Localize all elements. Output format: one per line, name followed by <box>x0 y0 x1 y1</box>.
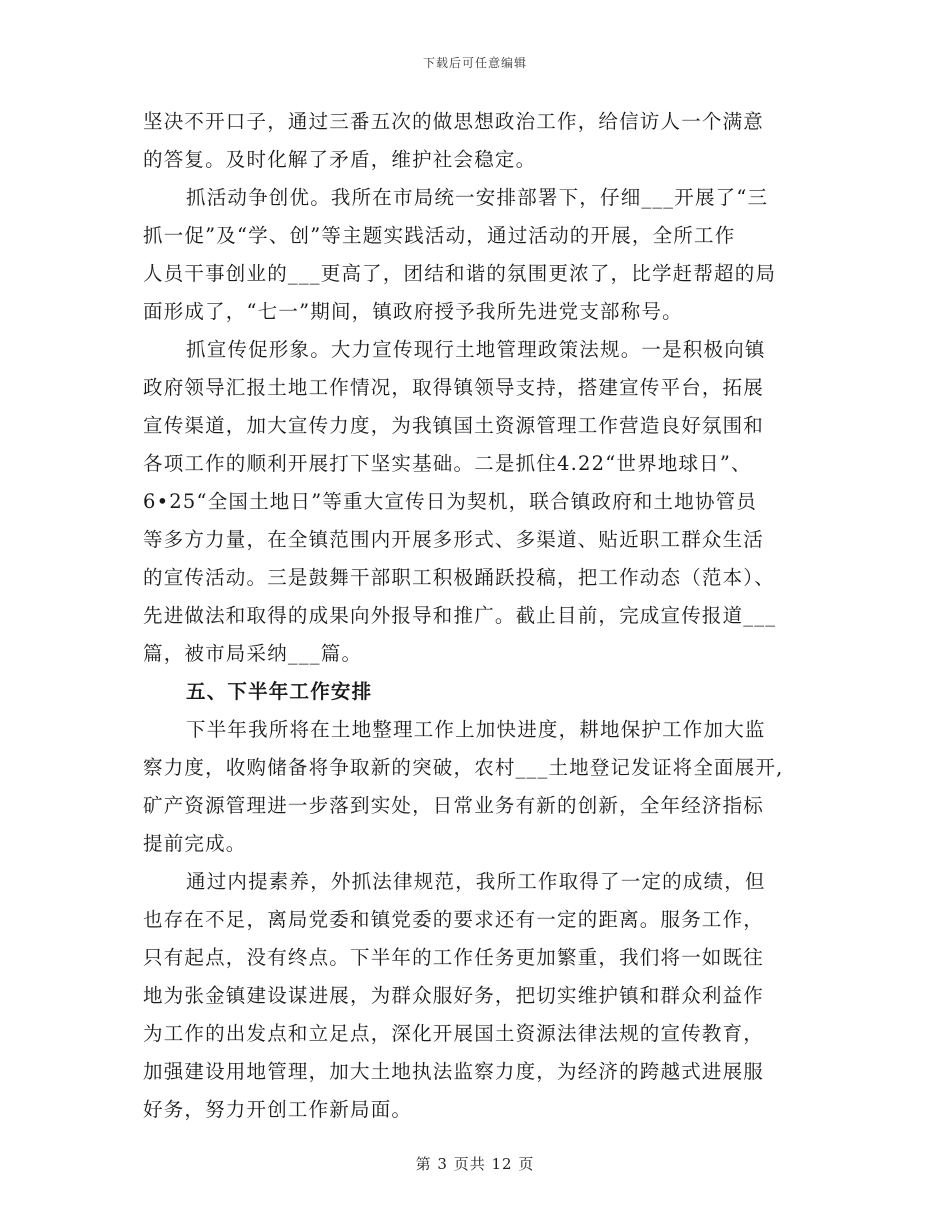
paragraph-line: 政府领导汇报土地工作情况，取得镇领导支持，搭建宣传平台，拓展 <box>143 376 765 399</box>
paragraph-line: 抓活动争创优。我所在市局统一安排部署下，仔细___开展了“三 <box>186 186 769 209</box>
paragraph-line: 地为张金镇建设谋进展，为群众服好务，把切实维护镇和群众利益作 <box>143 984 765 1007</box>
paragraph-line: 篇，被市局采纳___篇。 <box>143 642 363 665</box>
paragraph-line: 矿产资源管理进一步落到实处，日常业务有新的创新，全年经济指标 <box>143 794 765 817</box>
paragraph-line: 先进做法和取得的成果向外报导和推广。截止目前，完成宣传报道___ <box>143 604 777 627</box>
paragraph-line: 好务，努力开创工作新局面。 <box>143 1098 413 1121</box>
paragraph-line: 提前完成。 <box>143 832 247 855</box>
paragraph-line: 等多方力量，在全镇范围内开展多形式、多渠道、贴近职工群众生活 <box>143 528 765 551</box>
document-body <box>143 103 823 1129</box>
paragraph-line: 各项工作的顺利开展打下坚实基础。二是抓住4.22“世界地球日”、 <box>143 452 752 475</box>
paragraph-line: 为工作的出发点和立足点，深化开展国土资源法律法规的宣传教育， <box>143 1022 765 1045</box>
paragraph-line: 察力度，收购储备将争取新的突破，农村___土地登记发证将全面展开, <box>143 756 784 779</box>
paragraph-line: 也存在不足，离局党委和镇党委的要求还有一定的距离。服务工作， <box>143 908 765 931</box>
section-heading: 五、下半年工作安排 <box>186 680 373 703</box>
paragraph-line: 加强建设用地管理，加大土地执法监察力度，为经济的跨越式进展服 <box>143 1060 765 1083</box>
paragraph-line: 面形成了，“七一”期间，镇政府授予我所先进党支部称号。 <box>143 300 683 323</box>
page-header: 下载后可任意编辑 <box>422 56 527 70</box>
paragraph-line: 只有起点，没有终点。下半年的工作任务更加繁重，我们将一如既往 <box>143 946 765 969</box>
paragraph-line: 抓宣传促形象。大力宣传现行土地管理政策法规。一是积极向镇 <box>186 338 766 361</box>
paragraph-line: 的宣传活动。三是鼓舞干部职工积极踊跃投稿，把工作动态（范本）、 <box>143 566 775 589</box>
paragraph-line: 通过内提素养，外抓法律规范，我所工作取得了一定的成绩，但 <box>186 870 766 893</box>
paragraph-line: 坚决不开口子，通过三番五次的做思想政治工作，给信访人一个满意 <box>143 110 765 133</box>
paragraph-line: 人员干事创业的___更高了，团结和谐的氛围更浓了，比学赶帮超的局 <box>143 262 777 285</box>
paragraph-line: 下半年我所将在土地整理工作上加快进度，耕地保护工作加大监 <box>186 718 766 741</box>
paragraph-line: 的答复。及时化解了矛盾，维护社会稳定。 <box>143 148 537 171</box>
paragraph-line: 宣传渠道，加大宣传力度，为我镇国土资源管理工作营造良好氛围和 <box>143 414 765 437</box>
page-number: 第 3 页共 12 页 <box>415 1155 535 1173</box>
paragraph-line: 6•25“全国土地日”等重大宣传日为契机，联合镇政府和土地协管员 <box>143 490 758 513</box>
paragraph-line: 抓一促”及“学、创”等主题实践活动，通过活动的开展，全所工作 <box>143 224 736 247</box>
